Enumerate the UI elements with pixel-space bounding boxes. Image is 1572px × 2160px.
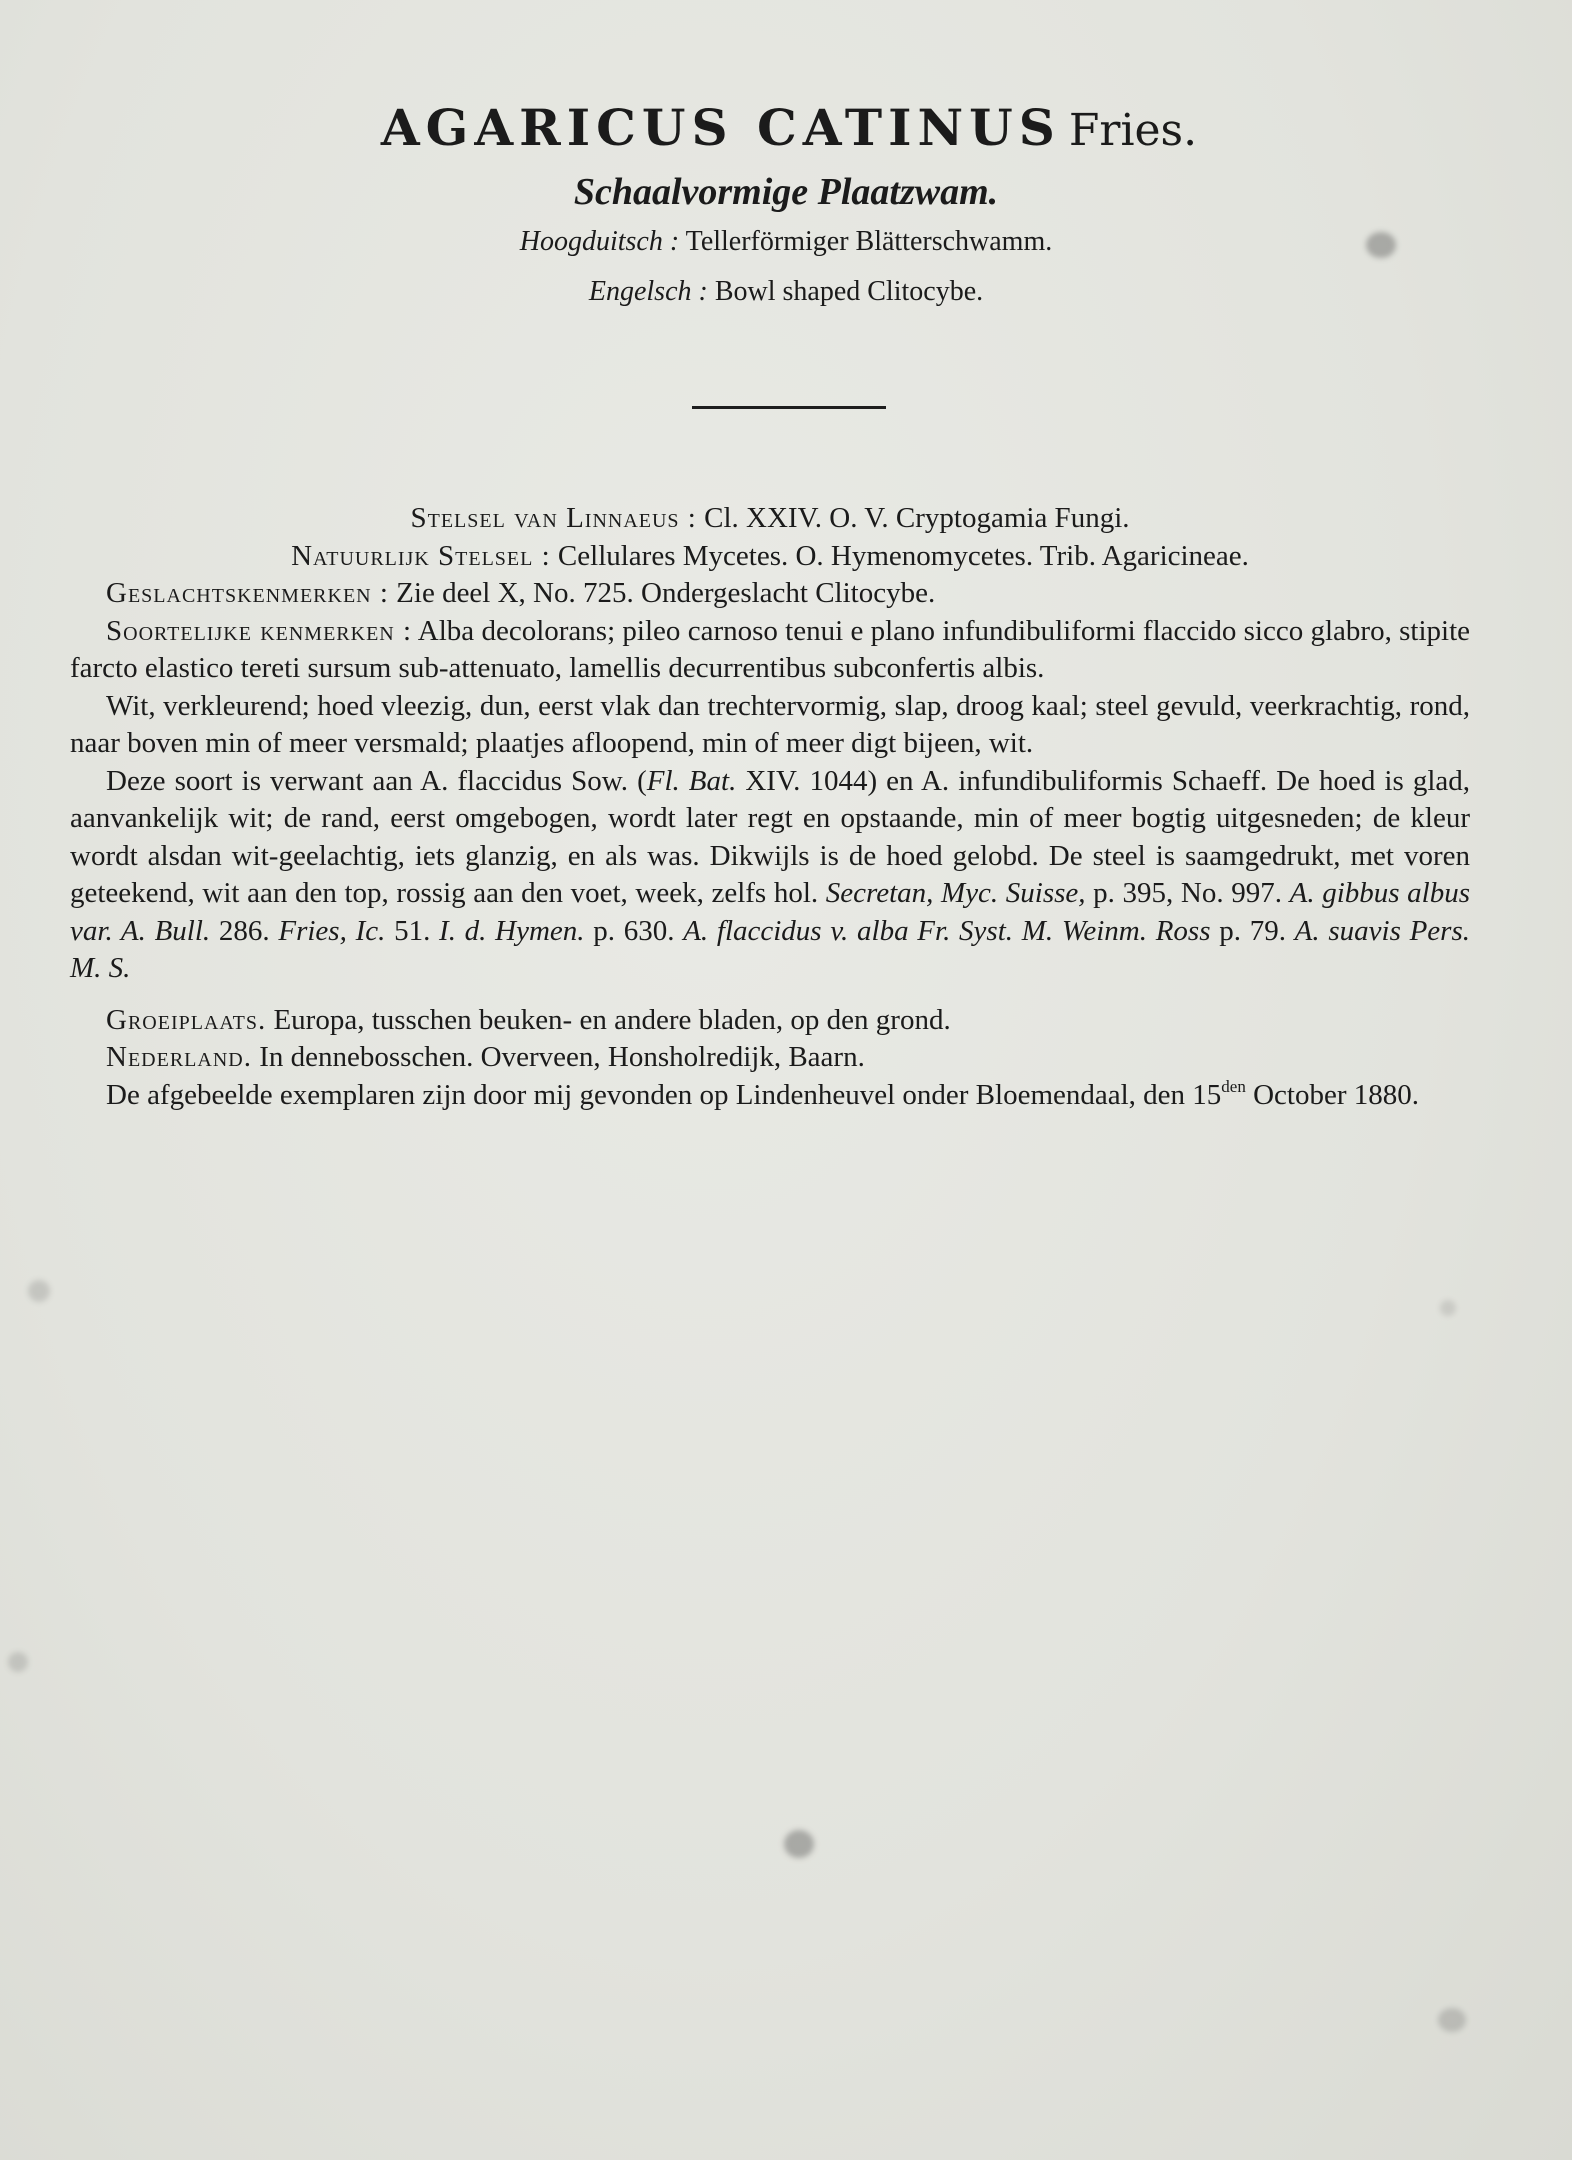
reference-gibbus: A. gibbus albus var. A. Bull. bbox=[70, 877, 1470, 947]
final-text: De afgebeelde exemplaren zijn door mij gevonden op Lindenheuvel onder Bloemendaal, den 15 bbox=[106, 1078, 1222, 1111]
species-characteristics bbox=[70, 613, 1470, 688]
reference-hymen: I. d. Hymen. bbox=[439, 914, 585, 947]
paper-spot bbox=[8, 1652, 28, 1672]
description-paragraph-2 bbox=[70, 763, 1470, 988]
habitat-label: Groeiplaats. bbox=[106, 1003, 267, 1036]
reference-text: p. 395, No. 997. bbox=[1085, 877, 1290, 909]
linnaeus-line bbox=[70, 500, 1470, 538]
linnaeus-label: Stelsel van Linnaeus : bbox=[410, 502, 697, 534]
reference-text: p. 630. bbox=[584, 914, 684, 947]
reference-secretan: Secretan, Myc. Suisse, bbox=[825, 877, 1086, 909]
reference-suavis: A. suavis Pers. M. S. bbox=[70, 914, 1470, 984]
species-name: AGARICUS CATINUS bbox=[380, 98, 1061, 157]
paper-spot bbox=[1438, 2008, 1466, 2032]
page-title bbox=[3, 98, 1572, 157]
species-author: Fries. bbox=[1068, 105, 1198, 156]
english-name: Bowl shaped Clitocybe. bbox=[714, 276, 984, 307]
final-date: October 1880. bbox=[1253, 1078, 1419, 1111]
reference-fries: Fries, Ic. bbox=[278, 914, 386, 947]
description-paragraph-1: Wit, verkleurend; hoed vleezig, dun, eerst vlak dan trechtervormig, slap, droog kaal; steel gevuld, veerkrachtig, rond, naar boven min of meer versmald; plaatjes afloopend, min of meer digt bijeen, wit. bbox=[70, 689, 1470, 759]
netherlands-line bbox=[70, 1039, 1470, 1077]
description-body bbox=[70, 500, 1470, 1114]
dutch-name: Schaalvormige Plaatzwam. bbox=[573, 171, 999, 213]
reference-text: 51. bbox=[385, 914, 440, 947]
divider-rule bbox=[692, 406, 886, 409]
genus-label: Geslachtskenmerken : bbox=[106, 577, 389, 609]
spacer bbox=[70, 988, 1470, 1002]
english-name-line bbox=[0, 276, 1572, 308]
natural-system-label: Natuurlijk Stelsel : bbox=[291, 539, 551, 572]
reference-text: p. 79. bbox=[1210, 914, 1295, 947]
netherlands-text: In dennebosschen. Overveen, Honsholredijk, Baarn. bbox=[259, 1041, 865, 1073]
paper-spot bbox=[28, 1280, 50, 1302]
final-superscript: den bbox=[1221, 1076, 1246, 1096]
german-name: Tellerförmiger Blätterschwamm. bbox=[685, 226, 1053, 257]
genus-line bbox=[70, 575, 1470, 613]
species-text: Alba decolorans; pileo carnoso tenui e plano infundibuliformi flaccido sicco glabro, stipite farcto elastico tereti sursum sub-attenuato, lamellis decurrentibus subconfertis albis. bbox=[70, 614, 1470, 684]
paper-spot bbox=[784, 1830, 814, 1858]
german-name-line bbox=[0, 226, 1572, 258]
natural-system-text: Cellulares Mycetes. O. Hymenomycetes. Trib. Agaricineae. bbox=[557, 539, 1249, 572]
paper-spot bbox=[1440, 1300, 1456, 1316]
habitat-text: Europa, tusschen beuken- en andere bladen, op den grond. bbox=[273, 1003, 951, 1036]
description-text: Deze soort is verwant aan A. flaccidus Sow. ( bbox=[106, 764, 647, 797]
english-label: Engelsch : bbox=[588, 276, 708, 307]
habitat-line bbox=[70, 1002, 1470, 1040]
linnaeus-text: Cl. XXIV. O. V. Cryptogamia Fungi. bbox=[704, 502, 1130, 534]
german-label: Hoogduitsch : bbox=[519, 226, 680, 257]
reference-flora: Fl. Bat. bbox=[646, 764, 737, 797]
species-label: Soortelijke kenmerken : bbox=[106, 614, 413, 647]
reference-text: 286. bbox=[210, 914, 279, 947]
natural-system-line bbox=[70, 538, 1470, 576]
description-text: XIV. 1044) en A. infundibuliformis Schaeff. De hoed is glad, aanvankelijk wit; de rand, eerst omgebogen, wordt later regt en opstaande, min of meer bogtig uitgesneden; de kleur wordt alsdan wit-geelachtig, iets glanzig, en als was. Dikwijls is de hoed gelobd. De steel is saamgedrukt, met voren geteekend, wit aan den top, rossig aan den voet, week, zelfs hol. bbox=[70, 764, 1470, 909]
final-paragraph bbox=[70, 1077, 1470, 1115]
genus-text: Zie deel X, No. 725. Ondergeslacht Clitocybe. bbox=[396, 577, 936, 609]
netherlands-label: Nederland. bbox=[106, 1041, 252, 1073]
reference-flaccidus: A. flaccidus v. alba Fr. Syst. M. Weinm. Ross bbox=[683, 914, 1211, 947]
